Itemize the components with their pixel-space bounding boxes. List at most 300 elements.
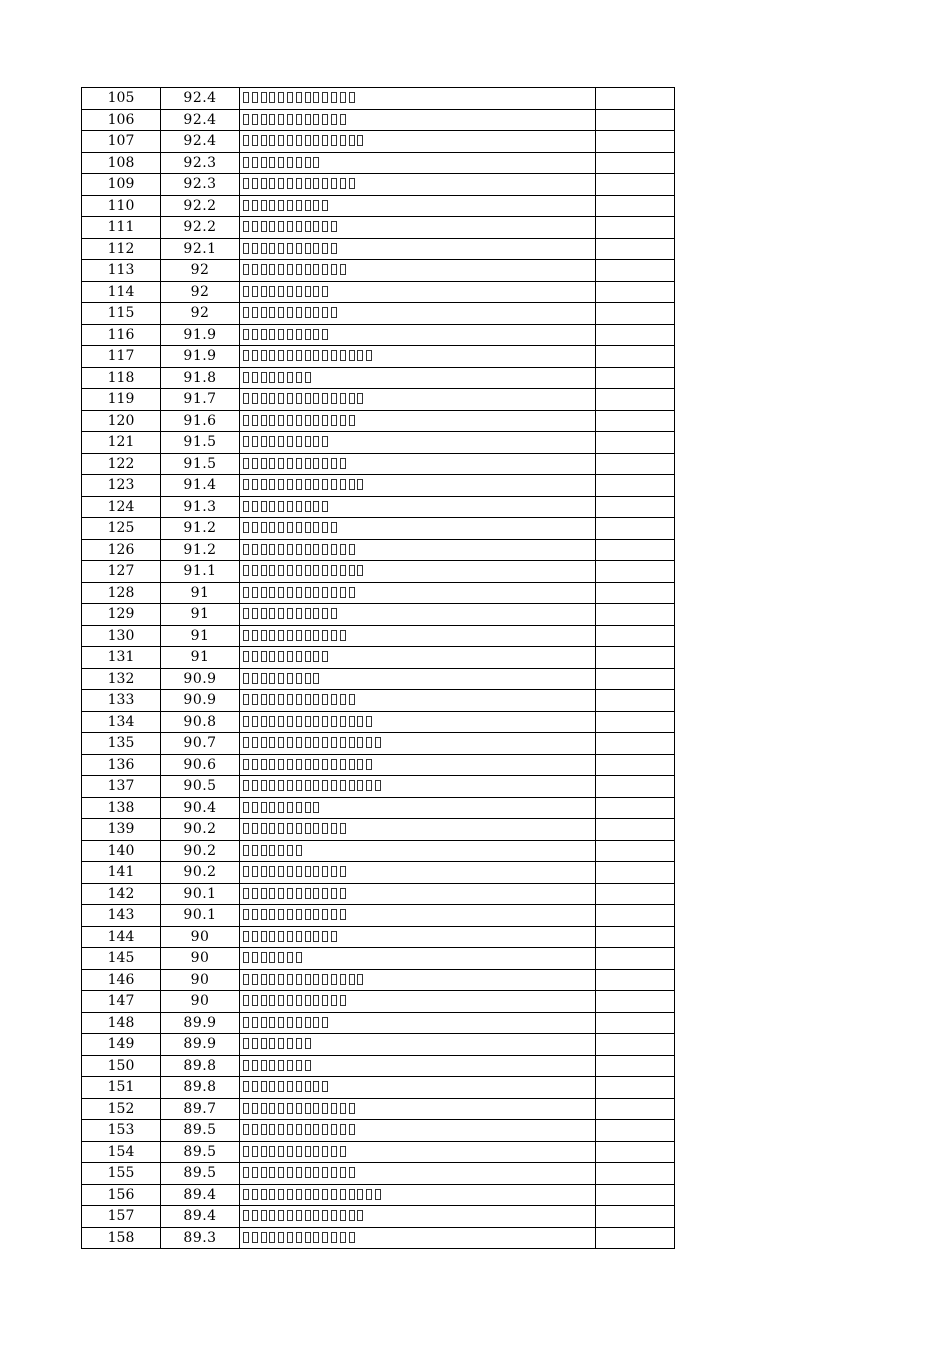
missing-glyph-icon [269, 458, 275, 469]
missing-glyph-icon [252, 931, 258, 942]
missing-glyph-icon [305, 157, 311, 168]
missing-glyph-icon [349, 1232, 355, 1243]
missing-glyph-icon [261, 952, 267, 963]
missing-glyph-icon [278, 221, 284, 232]
name-cell [240, 518, 596, 540]
empty-cell [596, 625, 675, 647]
missing-glyph-icon [278, 350, 284, 361]
score-cell: 90.5 [161, 776, 240, 798]
rank-cell: 127 [82, 561, 161, 583]
table-row [82, 991, 675, 1013]
missing-glyph-icon [261, 565, 267, 576]
empty-cell [596, 883, 675, 905]
missing-glyph-icon [252, 737, 258, 748]
missing-glyph-icon [269, 759, 275, 770]
missing-glyph-icon [278, 458, 284, 469]
empty-cell [596, 281, 675, 303]
rank-cell: 131 [82, 647, 161, 669]
rank-cell: 138 [82, 797, 161, 819]
score-cell: 91.5 [161, 432, 240, 454]
missing-glyph-icon [261, 1060, 267, 1071]
missing-glyph-icon [252, 866, 258, 877]
table-row [82, 131, 675, 153]
missing-glyph-icon [340, 888, 346, 899]
missing-glyph-icon [287, 522, 293, 533]
missing-glyph-icon [331, 737, 337, 748]
name-cell [240, 647, 596, 669]
missing-glyph-icon [305, 931, 311, 942]
missing-glyph-icon [331, 92, 337, 103]
score-cell: 89.8 [161, 1077, 240, 1099]
score-cell: 90.6 [161, 754, 240, 776]
missing-glyph-icon [296, 737, 302, 748]
missing-glyph-icon [269, 651, 275, 662]
name-cell [240, 1034, 596, 1056]
missing-glyph-icon [287, 866, 293, 877]
missing-glyph-icon [340, 759, 346, 770]
missing-glyph-icon [296, 157, 302, 168]
score-cell: 89.5 [161, 1120, 240, 1142]
missing-glyph-icon [252, 522, 258, 533]
empty-cell [596, 1034, 675, 1056]
table-row [82, 733, 675, 755]
missing-glyph-icon [252, 587, 258, 598]
missing-glyph-icon [243, 1038, 249, 1049]
missing-glyph-icon [269, 587, 275, 598]
empty-cell [596, 604, 675, 626]
missing-glyph-icon [252, 1189, 258, 1200]
missing-glyph-icon [261, 1081, 267, 1092]
missing-glyph-icon [305, 694, 311, 705]
missing-glyph-icon [269, 1081, 275, 1092]
name-cell [240, 475, 596, 497]
missing-glyph-icon [278, 909, 284, 920]
missing-glyph-icon [278, 931, 284, 942]
name-cell [240, 109, 596, 131]
missing-glyph-icon [278, 178, 284, 189]
missing-glyph-icon [322, 866, 328, 877]
missing-glyph-icon [296, 630, 302, 641]
missing-glyph-icon [296, 372, 302, 383]
missing-glyph-icon [313, 802, 319, 813]
table-row [82, 1141, 675, 1163]
missing-glyph-icon [322, 995, 328, 1006]
missing-glyph-icon [340, 716, 346, 727]
missing-glyph-icon [287, 114, 293, 125]
name-cell [240, 367, 596, 389]
missing-glyph-icon [331, 1210, 337, 1221]
missing-glyph-icon [252, 608, 258, 619]
missing-glyph-icon [296, 1081, 302, 1092]
name-cell [240, 1055, 596, 1077]
missing-glyph-icon [287, 759, 293, 770]
missing-glyph-icon [349, 1103, 355, 1114]
missing-glyph-icon [357, 350, 363, 361]
missing-glyph-icon [322, 759, 328, 770]
missing-glyph-icon [261, 393, 267, 404]
table-row [82, 862, 675, 884]
missing-glyph-icon [278, 329, 284, 340]
missing-glyph-icon [261, 329, 267, 340]
missing-glyph-icon [305, 1167, 311, 1178]
missing-glyph-icon [305, 522, 311, 533]
missing-glyph-icon [269, 1167, 275, 1178]
rank-cell: 154 [82, 1141, 161, 1163]
score-cell: 89.8 [161, 1055, 240, 1077]
missing-glyph-icon [261, 372, 267, 383]
missing-glyph-icon [261, 415, 267, 426]
missing-glyph-icon [278, 114, 284, 125]
missing-glyph-icon [287, 135, 293, 146]
missing-glyph-icon [322, 479, 328, 490]
missing-glyph-icon [269, 888, 275, 899]
missing-glyph-icon [305, 479, 311, 490]
missing-glyph-icon [252, 952, 258, 963]
missing-glyph-icon [296, 952, 302, 963]
missing-glyph-icon [243, 565, 249, 576]
missing-glyph-icon [357, 479, 363, 490]
missing-glyph-icon [278, 888, 284, 899]
missing-glyph-icon [269, 802, 275, 813]
empty-cell [596, 561, 675, 583]
missing-glyph-icon [322, 565, 328, 576]
missing-glyph-icon [278, 630, 284, 641]
empty-cell [596, 668, 675, 690]
missing-glyph-icon [278, 974, 284, 985]
empty-cell [596, 905, 675, 927]
missing-glyph-icon [313, 157, 319, 168]
missing-glyph-icon [269, 1189, 275, 1200]
missing-glyph-icon [287, 350, 293, 361]
missing-glyph-icon [261, 178, 267, 189]
missing-glyph-icon [243, 1167, 249, 1178]
missing-glyph-icon [305, 178, 311, 189]
missing-glyph-icon [340, 393, 346, 404]
ranking-table [81, 87, 675, 1249]
missing-glyph-icon [313, 307, 319, 318]
missing-glyph-icon [287, 286, 293, 297]
missing-glyph-icon [340, 1146, 346, 1157]
name-cell [240, 733, 596, 755]
missing-glyph-icon [357, 716, 363, 727]
score-cell: 90.9 [161, 690, 240, 712]
name-cell [240, 926, 596, 948]
missing-glyph-icon [278, 866, 284, 877]
name-cell [240, 1184, 596, 1206]
missing-glyph-icon [340, 114, 346, 125]
rank-cell: 119 [82, 389, 161, 411]
missing-glyph-icon [287, 479, 293, 490]
name-cell [240, 582, 596, 604]
missing-glyph-icon [305, 888, 311, 899]
missing-glyph-icon [243, 1210, 249, 1221]
missing-glyph-icon [261, 888, 267, 899]
ranking-table-body [82, 88, 675, 1249]
missing-glyph-icon [269, 737, 275, 748]
table-row [82, 281, 675, 303]
empty-cell [596, 733, 675, 755]
missing-glyph-icon [305, 737, 311, 748]
missing-glyph-icon [313, 737, 319, 748]
missing-glyph-icon [278, 1210, 284, 1221]
missing-glyph-icon [349, 716, 355, 727]
score-cell: 89.9 [161, 1034, 240, 1056]
missing-glyph-icon [349, 565, 355, 576]
missing-glyph-icon [296, 694, 302, 705]
missing-glyph-icon [252, 372, 258, 383]
rank-cell: 120 [82, 410, 161, 432]
missing-glyph-icon [278, 1081, 284, 1092]
missing-glyph-icon [313, 135, 319, 146]
name-cell [240, 1227, 596, 1249]
missing-glyph-icon [296, 587, 302, 598]
missing-glyph-icon [313, 931, 319, 942]
missing-glyph-icon [243, 92, 249, 103]
missing-glyph-icon [287, 200, 293, 211]
missing-glyph-icon [349, 393, 355, 404]
missing-glyph-icon [269, 866, 275, 877]
missing-glyph-icon [322, 823, 328, 834]
score-cell: 91.6 [161, 410, 240, 432]
missing-glyph-icon [261, 630, 267, 641]
missing-glyph-icon [243, 264, 249, 275]
missing-glyph-icon [287, 974, 293, 985]
missing-glyph-icon [305, 221, 311, 232]
missing-glyph-icon [269, 694, 275, 705]
missing-glyph-icon [261, 931, 267, 942]
name-cell [240, 883, 596, 905]
missing-glyph-icon [252, 458, 258, 469]
rank-cell: 117 [82, 346, 161, 368]
missing-glyph-icon [252, 845, 258, 856]
table-row [82, 88, 675, 110]
missing-glyph-icon [243, 307, 249, 318]
missing-glyph-icon [261, 544, 267, 555]
missing-glyph-icon [252, 1124, 258, 1135]
name-cell [240, 1141, 596, 1163]
empty-cell [596, 152, 675, 174]
missing-glyph-icon [252, 565, 258, 576]
score-cell: 91.2 [161, 539, 240, 561]
missing-glyph-icon [331, 178, 337, 189]
missing-glyph-icon [305, 1060, 311, 1071]
rank-cell: 113 [82, 260, 161, 282]
rank-cell: 132 [82, 668, 161, 690]
missing-glyph-icon [252, 178, 258, 189]
missing-glyph-icon [331, 974, 337, 985]
missing-glyph-icon [243, 1232, 249, 1243]
missing-glyph-icon [243, 974, 249, 985]
missing-glyph-icon [269, 716, 275, 727]
missing-glyph-icon [296, 307, 302, 318]
missing-glyph-icon [278, 759, 284, 770]
missing-glyph-icon [322, 694, 328, 705]
missing-glyph-icon [287, 157, 293, 168]
score-cell: 90.7 [161, 733, 240, 755]
missing-glyph-icon [287, 845, 293, 856]
missing-glyph-icon [340, 587, 346, 598]
missing-glyph-icon [322, 1081, 328, 1092]
missing-glyph-icon [287, 501, 293, 512]
missing-glyph-icon [340, 178, 346, 189]
missing-glyph-icon [269, 350, 275, 361]
missing-glyph-icon [261, 802, 267, 813]
missing-glyph-icon [340, 823, 346, 834]
missing-glyph-icon [296, 1167, 302, 1178]
missing-glyph-icon [322, 286, 328, 297]
empty-cell [596, 926, 675, 948]
missing-glyph-icon [322, 651, 328, 662]
missing-glyph-icon [278, 1103, 284, 1114]
missing-glyph-icon [252, 264, 258, 275]
missing-glyph-icon [322, 780, 328, 791]
missing-glyph-icon [305, 608, 311, 619]
missing-glyph-icon [305, 823, 311, 834]
table-row [82, 690, 675, 712]
missing-glyph-icon [331, 243, 337, 254]
name-cell [240, 604, 596, 626]
missing-glyph-icon [261, 1232, 267, 1243]
missing-glyph-icon [296, 114, 302, 125]
missing-glyph-icon [296, 92, 302, 103]
missing-glyph-icon [340, 1189, 346, 1200]
score-cell: 92.1 [161, 238, 240, 260]
missing-glyph-icon [243, 522, 249, 533]
missing-glyph-icon [278, 1232, 284, 1243]
missing-glyph-icon [252, 135, 258, 146]
missing-glyph-icon [243, 1103, 249, 1114]
missing-glyph-icon [261, 264, 267, 275]
missing-glyph-icon [322, 1167, 328, 1178]
missing-glyph-icon [287, 264, 293, 275]
missing-glyph-icon [322, 114, 328, 125]
empty-cell [596, 174, 675, 196]
missing-glyph-icon [296, 802, 302, 813]
missing-glyph-icon [278, 501, 284, 512]
missing-glyph-icon [278, 780, 284, 791]
missing-glyph-icon [252, 92, 258, 103]
missing-glyph-icon [287, 92, 293, 103]
missing-glyph-icon [287, 1210, 293, 1221]
score-cell: 92 [161, 303, 240, 325]
missing-glyph-icon [269, 200, 275, 211]
missing-glyph-icon [269, 522, 275, 533]
missing-glyph-icon [296, 544, 302, 555]
missing-glyph-icon [340, 995, 346, 1006]
missing-glyph-icon [269, 1124, 275, 1135]
missing-glyph-icon [252, 909, 258, 920]
name-cell [240, 1012, 596, 1034]
empty-cell [596, 1206, 675, 1228]
rank-cell: 144 [82, 926, 161, 948]
missing-glyph-icon [287, 694, 293, 705]
missing-glyph-icon [269, 608, 275, 619]
empty-cell [596, 496, 675, 518]
missing-glyph-icon [349, 587, 355, 598]
name-cell [240, 668, 596, 690]
name-cell [240, 281, 596, 303]
rank-cell: 105 [82, 88, 161, 110]
missing-glyph-icon [296, 1210, 302, 1221]
missing-glyph-icon [349, 135, 355, 146]
missing-glyph-icon [287, 1189, 293, 1200]
missing-glyph-icon [261, 286, 267, 297]
table-row [82, 561, 675, 583]
table-row [82, 453, 675, 475]
missing-glyph-icon [322, 178, 328, 189]
table-row [82, 754, 675, 776]
score-cell: 89.5 [161, 1163, 240, 1185]
missing-glyph-icon [278, 307, 284, 318]
missing-glyph-icon [322, 264, 328, 275]
missing-glyph-icon [331, 694, 337, 705]
missing-glyph-icon [269, 243, 275, 254]
missing-glyph-icon [243, 135, 249, 146]
empty-cell [596, 582, 675, 604]
missing-glyph-icon [313, 1103, 319, 1114]
missing-glyph-icon [269, 436, 275, 447]
missing-glyph-icon [261, 737, 267, 748]
name-cell [240, 797, 596, 819]
missing-glyph-icon [261, 673, 267, 684]
missing-glyph-icon [243, 995, 249, 1006]
missing-glyph-icon [305, 1146, 311, 1157]
missing-glyph-icon [305, 565, 311, 576]
missing-glyph-icon [313, 393, 319, 404]
score-cell: 91.4 [161, 475, 240, 497]
empty-cell [596, 346, 675, 368]
missing-glyph-icon [313, 1167, 319, 1178]
missing-glyph-icon [243, 415, 249, 426]
name-cell [240, 754, 596, 776]
score-cell: 90 [161, 991, 240, 1013]
score-cell: 91.7 [161, 389, 240, 411]
missing-glyph-icon [322, 329, 328, 340]
missing-glyph-icon [252, 114, 258, 125]
missing-glyph-icon [278, 92, 284, 103]
missing-glyph-icon [269, 845, 275, 856]
missing-glyph-icon [331, 264, 337, 275]
missing-glyph-icon [261, 92, 267, 103]
rank-cell: 150 [82, 1055, 161, 1077]
missing-glyph-icon [252, 630, 258, 641]
missing-glyph-icon [331, 415, 337, 426]
table-row [82, 625, 675, 647]
missing-glyph-icon [269, 544, 275, 555]
missing-glyph-icon [366, 1189, 372, 1200]
missing-glyph-icon [252, 157, 258, 168]
empty-cell [596, 754, 675, 776]
empty-cell [596, 1141, 675, 1163]
name-cell [240, 1077, 596, 1099]
missing-glyph-icon [322, 436, 328, 447]
name-cell [240, 453, 596, 475]
missing-glyph-icon [278, 1060, 284, 1071]
empty-cell [596, 518, 675, 540]
missing-glyph-icon [296, 651, 302, 662]
name-cell [240, 174, 596, 196]
missing-glyph-icon [278, 608, 284, 619]
missing-glyph-icon [243, 286, 249, 297]
rank-cell: 148 [82, 1012, 161, 1034]
missing-glyph-icon [287, 1038, 293, 1049]
missing-glyph-icon [322, 587, 328, 598]
rank-cell: 123 [82, 475, 161, 497]
empty-cell [596, 647, 675, 669]
missing-glyph-icon [269, 1146, 275, 1157]
missing-glyph-icon [269, 1232, 275, 1243]
rank-cell: 129 [82, 604, 161, 626]
